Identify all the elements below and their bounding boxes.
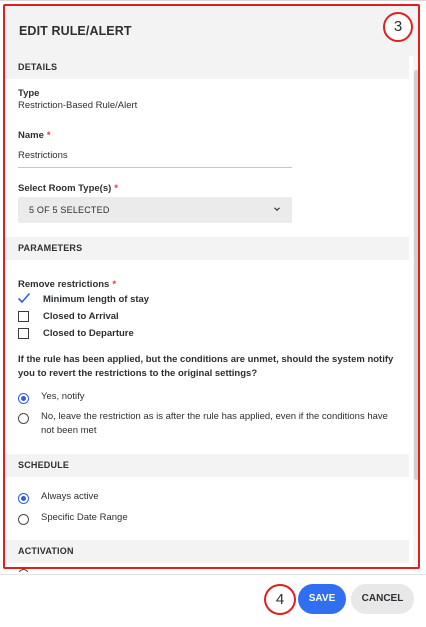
radio-no-leave-label: No, leave the restriction as is after the rule has applied, even if the conditions have not been met [41,411,388,436]
checkbox-label: Minimum length of stay [43,294,150,305]
radio-specific-date-range[interactable] [18,514,29,525]
remove-restrictions-label-text: Remove restrictions [18,279,110,290]
save-button[interactable]: SAVE [298,584,346,614]
checkbox-label: Closed to Departure [43,328,134,339]
checkmark-icon [17,292,31,304]
notify-question: If the rule has been applied, but the conditions are unmet, should the system notify you to revert the restrictions to the original settings? [18,354,394,379]
required-asterisk: * [114,183,118,194]
section-schedule-label: SCHEDULE [18,460,70,470]
type-value: Restriction-Based Rule/Alert [18,100,138,111]
radio-specific-date-range-label: Specific Date Range [41,512,128,523]
name-input[interactable]: Restrictions [18,150,68,161]
section-activation [3,540,409,563]
section-schedule [3,454,409,477]
room-type-label [18,183,118,194]
cancel-button[interactable]: CANCEL [351,584,414,614]
radio-yes-notify[interactable] [18,393,29,404]
checkbox-label: Closed to Arrival [43,311,119,322]
name-label [18,130,51,141]
scrollbar-thumb[interactable] [414,70,419,480]
section-parameters-label: PARAMETERS [18,243,83,253]
radio-no-leave[interactable] [18,413,29,424]
chevron-down-icon [272,204,282,214]
radio-always-active-label: Always active [41,491,99,502]
required-asterisk: * [112,279,117,290]
radio-activation-partial[interactable] [18,569,29,572]
checkbox-box [18,311,29,322]
type-label: Type [18,88,40,99]
name-label-text: Name [18,130,44,141]
checkbox-box [18,328,29,339]
remove-restrictions-label [18,279,116,290]
name-input-underline [18,167,292,168]
room-type-select[interactable] [18,197,292,223]
section-parameters [3,237,409,260]
required-asterisk: * [46,130,51,141]
dialog-header [3,4,420,56]
dialog-body[interactable] [3,56,420,572]
room-type-select-value: 5 OF 5 SELECTED [29,205,110,215]
radio-yes-notify-label: Yes, notify [41,391,85,402]
dialog-title: EDIT RULE/ALERT [19,24,132,38]
section-details-label: DETAILS [18,62,58,72]
section-details [3,56,409,79]
annotation-marker-3: 3 [383,12,413,42]
room-type-label-text: Select Room Type(s) [18,183,112,194]
annotation-marker-4: 4 [264,584,296,615]
section-activation-label: ACTIVATION [18,546,74,556]
radio-always-active[interactable] [18,493,29,504]
